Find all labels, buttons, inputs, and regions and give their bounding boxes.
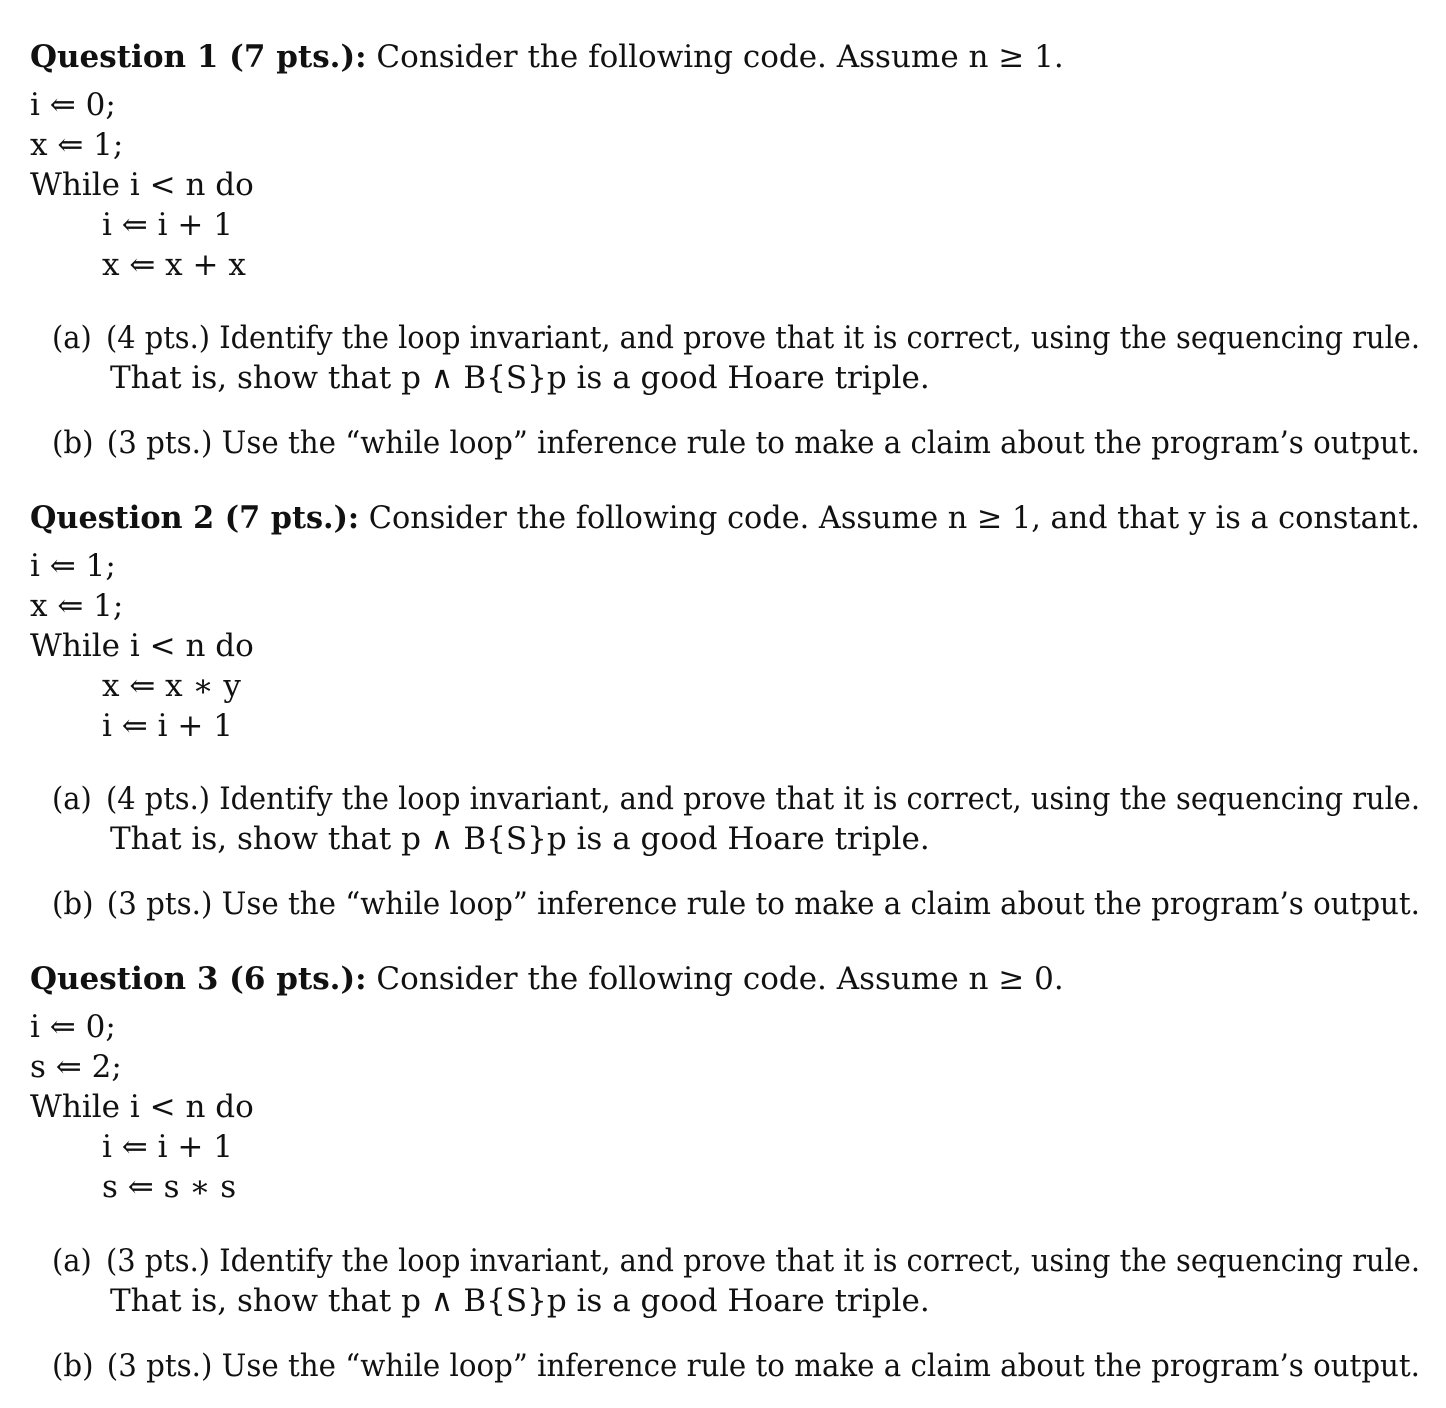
question-1-title: Question 1 (7 pts.): bbox=[30, 39, 367, 75]
question-3-part-a-text: (3 pts.) Identify the loop invariant, and prove that it is correct, using the sequencing rule. bbox=[105, 1243, 1421, 1279]
question-2-code-line-5: i ⇐ i + 1 bbox=[102, 708, 233, 744]
question-2-part-a-text: (4 pts.) Identify the loop invariant, and prove that it is correct, using the sequencing rule. bbox=[105, 781, 1421, 817]
question-3-code-line-4: i ⇐ i + 1 bbox=[102, 1129, 233, 1165]
question-3-part-a bbox=[52, 1243, 1421, 1279]
question-2-part-b bbox=[52, 886, 1420, 922]
question-3-part-b-label: (b) bbox=[52, 1348, 94, 1384]
question-1-intro: Consider the following code. Assume n ≥ 1. bbox=[366, 39, 1064, 75]
question-1-code-line-3: While i < n do bbox=[30, 167, 254, 203]
question-2-part-a-label: (a) bbox=[52, 781, 92, 817]
question-2-intro: Consider the following code. Assume n ≥ 1, and that y is a constant. bbox=[359, 500, 1421, 536]
question-3-code-line-5: s ⇐ s ∗ s bbox=[102, 1169, 237, 1205]
question-1-part-b bbox=[52, 425, 1420, 461]
question-2-part-b-label: (b) bbox=[52, 886, 94, 922]
question-3-title: Question 3 (6 pts.): bbox=[30, 961, 367, 997]
question-1-part-a bbox=[52, 320, 1421, 356]
question-1-part-a-label: (a) bbox=[52, 320, 92, 356]
question-2-title: Question 2 (7 pts.): bbox=[30, 500, 360, 536]
question-1-heading bbox=[30, 39, 1064, 75]
question-1-part-b-text: (3 pts.) Use the “while loop” inference rule to make a claim about the program’s output. bbox=[106, 425, 1420, 461]
question-3-part-b-text: (3 pts.) Use the “while loop” inference rule to make a claim about the program’s output. bbox=[106, 1348, 1420, 1384]
question-3-intro: Consider the following code. Assume n ≥ 0. bbox=[366, 961, 1064, 997]
question-1-part-a-text: (4 pts.) Identify the loop invariant, and prove that it is correct, using the sequencing rule. bbox=[105, 320, 1421, 356]
question-1-part-b-label: (b) bbox=[52, 425, 94, 461]
question-1-code-line-2: x ⇐ 1; bbox=[30, 127, 124, 163]
question-2-part-a bbox=[52, 781, 1421, 817]
question-2-code-line-1: i ⇐ 1; bbox=[30, 548, 116, 584]
question-2-code-line-2: x ⇐ 1; bbox=[30, 588, 124, 624]
question-1-code-line-1: i ⇐ 0; bbox=[30, 87, 116, 123]
question-2-code-line-4: x ⇐ x ∗ y bbox=[102, 668, 241, 704]
question-1-code-line-4: i ⇐ i + 1 bbox=[102, 207, 233, 243]
question-3-code-line-1: i ⇐ 0; bbox=[30, 1009, 116, 1045]
question-1-part-a-continuation: That is, show that p ∧ B{S}p is a good Hoare triple. bbox=[110, 360, 930, 396]
question-2-heading bbox=[30, 500, 1421, 536]
question-3-code-line-2: s ⇐ 2; bbox=[30, 1049, 122, 1085]
question-3-code-line-3: While i < n do bbox=[30, 1089, 254, 1125]
question-2-code-line-3: While i < n do bbox=[30, 628, 254, 664]
question-3-part-a-continuation: That is, show that p ∧ B{S}p is a good Hoare triple. bbox=[110, 1283, 930, 1319]
question-3-part-b bbox=[52, 1348, 1420, 1384]
question-1-code-line-5: x ⇐ x + x bbox=[102, 247, 246, 283]
question-3-heading bbox=[30, 961, 1064, 997]
question-2-part-b-text: (3 pts.) Use the “while loop” inference rule to make a claim about the program’s output. bbox=[106, 886, 1420, 922]
question-3-part-a-label: (a) bbox=[52, 1243, 92, 1279]
question-2-part-a-continuation: That is, show that p ∧ B{S}p is a good Hoare triple. bbox=[110, 821, 930, 857]
